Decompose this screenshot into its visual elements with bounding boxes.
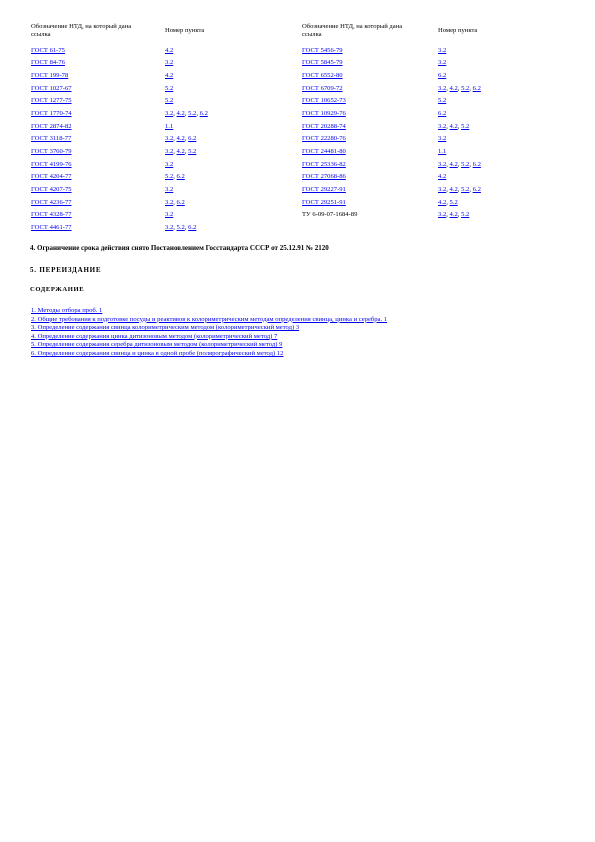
clause-cell-left — [162, 82, 299, 95]
document-link[interactable]: ГОСТ 4328-77 — [31, 211, 72, 219]
clause-link[interactable]: 6.2 — [438, 109, 447, 117]
clause-cell-right — [435, 133, 558, 146]
clause-cell-right — [435, 107, 558, 120]
clause-link[interactable]: 3.2 — [165, 109, 174, 117]
clause-cell-right — [435, 146, 558, 159]
doc-cell-right — [299, 146, 435, 159]
clause-link[interactable]: 3.2 — [438, 135, 447, 143]
doc-cell-left — [28, 184, 162, 197]
clause-cell-left — [162, 158, 299, 171]
document-link[interactable]: ГОСТ 29227-91 — [302, 186, 346, 194]
clause-link[interactable]: 4.2 — [165, 46, 174, 54]
document-link[interactable]: ГОСТ 5456-79 — [302, 46, 343, 54]
toc-item-link[interactable]: 1. Методы отбора проб. 1 — [31, 307, 103, 314]
clause-cell-left — [162, 120, 299, 133]
toc-item-link[interactable]: 3. Определение содержания свинца колориметрическим методом (колориметрический метод) 3 — [31, 324, 300, 332]
doc-cell-right — [299, 171, 435, 184]
clause-cell-left — [162, 184, 299, 197]
clause-cell-left — [162, 69, 299, 82]
document-link[interactable]: ГОСТ 6709-72 — [302, 84, 343, 92]
clause-link[interactable]: 1.1 — [438, 148, 447, 156]
clause-link[interactable]: 5.2 — [461, 186, 470, 194]
clause-link[interactable]: 4.2 — [438, 198, 447, 206]
doc-cell-left — [28, 171, 162, 184]
table-row — [28, 107, 558, 120]
clause-link[interactable]: 3.2 — [438, 186, 447, 194]
document-link[interactable]: ГОСТ 1027-67 — [31, 84, 72, 92]
doc-cell-right — [299, 95, 435, 108]
clause-link[interactable]: 5.2 — [461, 160, 470, 168]
clause-cell-right — [435, 171, 558, 184]
clause-cell-right — [435, 222, 558, 235]
clause-cell-left — [162, 209, 299, 222]
document-link[interactable]: ГОСТ 1770-74 — [31, 109, 72, 117]
header-doc-left: Обозначение НТД, на который дана ссылка — [31, 23, 132, 38]
doc-cell-right — [299, 69, 435, 82]
clause-cell-right — [435, 44, 558, 57]
doc-cell-right — [299, 57, 435, 70]
clause-cell-left: 5.2, 6.2 — [165, 173, 185, 181]
table-row — [28, 209, 558, 222]
clause-cell-right — [435, 69, 558, 82]
table-header-row — [28, 18, 558, 44]
clause-cell-right: 3.2, 4.2, 5.2, 6.2 — [438, 160, 481, 168]
doc-cell-left — [28, 209, 162, 222]
document-label: ТУ 6-09-07-1684-89 — [302, 211, 358, 219]
doc-cell-left — [28, 69, 162, 82]
table-row — [28, 158, 558, 171]
clause-link[interactable]: 4.2 — [449, 211, 458, 219]
clause-cell-left: 3.2, 6.2 — [165, 198, 185, 206]
clause-cell-left: 3.2, 4.2, 5.2, 6.2 — [165, 109, 208, 117]
toc-item-link[interactable]: 5. Определение содержания серебра дитизоновым методом (колориметрический метод) 9 — [31, 341, 283, 349]
doc-cell-left — [28, 107, 162, 120]
document-link[interactable]: ГОСТ 20288-74 — [302, 122, 346, 130]
table-row — [28, 171, 558, 184]
table-row — [28, 146, 558, 159]
table-row — [28, 44, 558, 57]
clause-link[interactable]: 3.2 — [165, 148, 174, 156]
clause-link[interactable]: 3.2 — [165, 160, 174, 168]
doc-cell-right — [299, 120, 435, 133]
clause-link[interactable]: 6.2 — [438, 71, 447, 79]
document-link[interactable]: ГОСТ 1277-75 — [31, 97, 72, 105]
table-row — [28, 196, 558, 209]
clause-link[interactable]: 6.2 — [472, 186, 481, 194]
clause-cell-left — [162, 95, 299, 108]
clause-link[interactable]: 3.2 — [165, 135, 174, 143]
document-link[interactable]: ГОСТ 199-78 — [31, 71, 69, 79]
clause-link[interactable]: 3.2 — [438, 122, 447, 130]
clause-link[interactable]: 5.2 — [449, 198, 458, 206]
header-clause-left: Номер пункта — [165, 27, 205, 35]
clause-link[interactable]: 3.2 — [165, 59, 174, 67]
doc-cell-right — [299, 107, 435, 120]
document-link[interactable]: ГОСТ 6552-80 — [302, 71, 343, 79]
clause-link[interactable]: 4.2 — [449, 122, 458, 130]
clause-link[interactable]: 3.2 — [438, 84, 447, 92]
clause-link[interactable]: 3.2 — [438, 46, 447, 54]
clause-link[interactable]: 6.2 — [176, 173, 185, 181]
doc-cell-left — [28, 158, 162, 171]
clause-link[interactable]: 6.2 — [176, 198, 185, 206]
table-of-contents — [31, 307, 431, 359]
doc-cell-left — [28, 222, 162, 235]
doc-cell-left — [28, 82, 162, 95]
clause-link[interactable]: 4.2 — [176, 148, 185, 156]
doc-cell-left — [28, 57, 162, 70]
clause-link[interactable]: 3.2 — [438, 160, 447, 168]
clause-cell-left: 3.2, 5.2, 6.2 — [165, 224, 197, 232]
doc-cell-right — [299, 82, 435, 95]
clause-link[interactable]: 5.2 — [461, 211, 470, 219]
clause-link[interactable]: 3.2 — [165, 198, 174, 206]
toc-item-link[interactable]: 6. Определение содержания свинца и цинка в одной пробе (полярографический метод) 12 — [31, 349, 284, 357]
doc-cell-right — [299, 158, 435, 171]
header-clause-right: Номер пункта — [438, 27, 478, 35]
clause-cell-left — [162, 57, 299, 70]
clause-link[interactable]: 3.2 — [165, 224, 174, 232]
document-link[interactable]: ГОСТ 10929-76 — [302, 109, 346, 117]
document-link[interactable]: ГОСТ 4207-75 — [31, 186, 72, 194]
table-row — [28, 57, 558, 70]
clause-link[interactable]: 5.2 — [188, 109, 197, 117]
doc-cell-left — [28, 44, 162, 57]
clause-link[interactable]: 5.2 — [461, 84, 470, 92]
clause-link[interactable]: 4.2 — [449, 186, 458, 194]
clause-cell-right — [435, 95, 558, 108]
document-link[interactable]: ГОСТ 25336-82 — [302, 160, 346, 168]
clause-link[interactable]: 4.2 — [449, 160, 458, 168]
doc-cell-left — [28, 133, 162, 146]
clause-link[interactable]: 3.2 — [438, 59, 447, 67]
clause-link[interactable]: 6.2 — [188, 224, 197, 232]
table-row — [28, 184, 558, 197]
document-link[interactable]: ГОСТ 10652-73 — [302, 97, 346, 105]
clause-link[interactable]: 3.2 — [165, 186, 174, 194]
clause-link[interactable]: 5.2 — [176, 224, 185, 232]
toc-title: СОДЕРЖАНИЕ — [30, 286, 85, 293]
table-row — [28, 95, 558, 108]
table-row — [28, 82, 558, 95]
clause-link[interactable]: 5.2 — [461, 122, 470, 130]
document-link[interactable]: ГОСТ 27068-86 — [302, 173, 346, 181]
clause-link[interactable]: 6.2 — [472, 84, 481, 92]
referenced-documents-table — [28, 18, 558, 234]
table-row — [28, 222, 558, 235]
document-link[interactable]: ГОСТ 29251-91 — [302, 198, 346, 206]
clause-cell-right: 3.2, 4.2, 5.2, 6.2 — [438, 84, 481, 92]
document-link[interactable]: ГОСТ 24481-80 — [302, 148, 346, 156]
document-link[interactable]: ГОСТ 61-75 — [31, 46, 65, 54]
clause-link[interactable]: 4.2 — [449, 84, 458, 92]
table-row — [28, 120, 558, 133]
clause-link[interactable]: 4.2 — [165, 71, 174, 79]
clause-cell-right: 3.2, 4.2, 5.2 — [438, 211, 470, 219]
clause-cell-left: 3.2, 4.2, 5.2 — [165, 148, 197, 156]
table-row — [28, 69, 558, 82]
clause-cell-right — [435, 57, 558, 70]
table-row — [28, 133, 558, 146]
clause-cell-right: 3.2, 4.2, 5.2, 6.2 — [438, 186, 481, 194]
document-link[interactable]: ГОСТ 22280-76 — [302, 135, 346, 143]
document-link[interactable]: ГОСТ 4199-76 — [31, 160, 72, 168]
doc-cell-left — [28, 95, 162, 108]
doc-cell-right — [299, 44, 435, 57]
doc-cell-right — [299, 222, 435, 235]
document-link[interactable]: ГОСТ 84-76 — [31, 59, 65, 67]
document-link[interactable]: ГОСТ 4204-77 — [31, 173, 72, 181]
clause-link[interactable]: 3.2 — [438, 211, 447, 219]
clause-link[interactable]: 1.1 — [165, 122, 174, 130]
document-link[interactable]: ГОСТ 4236-77 — [31, 198, 72, 206]
document-page — [28, 18, 568, 234]
document-link[interactable]: ГОСТ 2874-82 — [31, 122, 72, 130]
doc-cell-left — [28, 146, 162, 159]
clause-link[interactable]: 4.2 — [176, 135, 185, 143]
doc-cell-right — [299, 209, 435, 222]
clause-cell-right: 4.2, 5.2 — [438, 198, 458, 206]
document-link[interactable]: ГОСТ 3118-77 — [31, 135, 72, 143]
clause-link[interactable]: 6.2 — [472, 160, 481, 168]
clause-link[interactable]: 6.2 — [199, 109, 208, 117]
doc-cell-right — [299, 196, 435, 209]
clause-link[interactable]: 4.2 — [438, 173, 447, 181]
doc-cell-left — [28, 120, 162, 133]
clause-link[interactable]: 3.2 — [165, 211, 174, 219]
doc-cell-right — [299, 133, 435, 146]
clause-cell-left: 3.2, 4.2, 6.2 — [165, 135, 197, 143]
clause-link[interactable]: 5.2 — [165, 84, 174, 92]
clause-cell-right: 3.2, 4.2, 5.2 — [438, 122, 470, 130]
doc-cell-left — [28, 196, 162, 209]
section-reissue-heading: 5. ПЕРЕИЗДАНИЕ — [30, 266, 102, 274]
toc-item-link[interactable]: 2. Общие требования к подготовке посуды и реактивов к колориметрическим методам определения свинца, цинка и серебра. 1 — [31, 315, 388, 323]
note-restriction-lifted: 4. Ограничение срока действия снято Постановлением Госстандарта СССР от 25.12.91 № 2120 — [30, 244, 329, 252]
clause-link[interactable]: 6.2 — [188, 135, 197, 143]
clause-link[interactable]: 5.2 — [438, 97, 447, 105]
clause-link[interactable]: 5.2 — [165, 97, 174, 105]
clause-link[interactable]: 4.2 — [176, 109, 185, 117]
doc-cell-right — [299, 184, 435, 197]
document-link[interactable]: ГОСТ 3760-79 — [31, 148, 72, 156]
toc-item-link[interactable]: 4. Определение содержания цинка дитизоновым методом (колориметрический метод) 7 — [31, 332, 278, 340]
clause-cell-left — [162, 44, 299, 57]
document-link[interactable]: ГОСТ 5845-79 — [302, 59, 343, 67]
header-doc-right: Обозначение НТД, на который дана ссылка — [302, 23, 403, 38]
clause-link[interactable]: 5.2 — [188, 148, 197, 156]
clause-link[interactable]: 5.2 — [165, 173, 174, 181]
document-link[interactable]: ГОСТ 4461-77 — [31, 224, 72, 232]
